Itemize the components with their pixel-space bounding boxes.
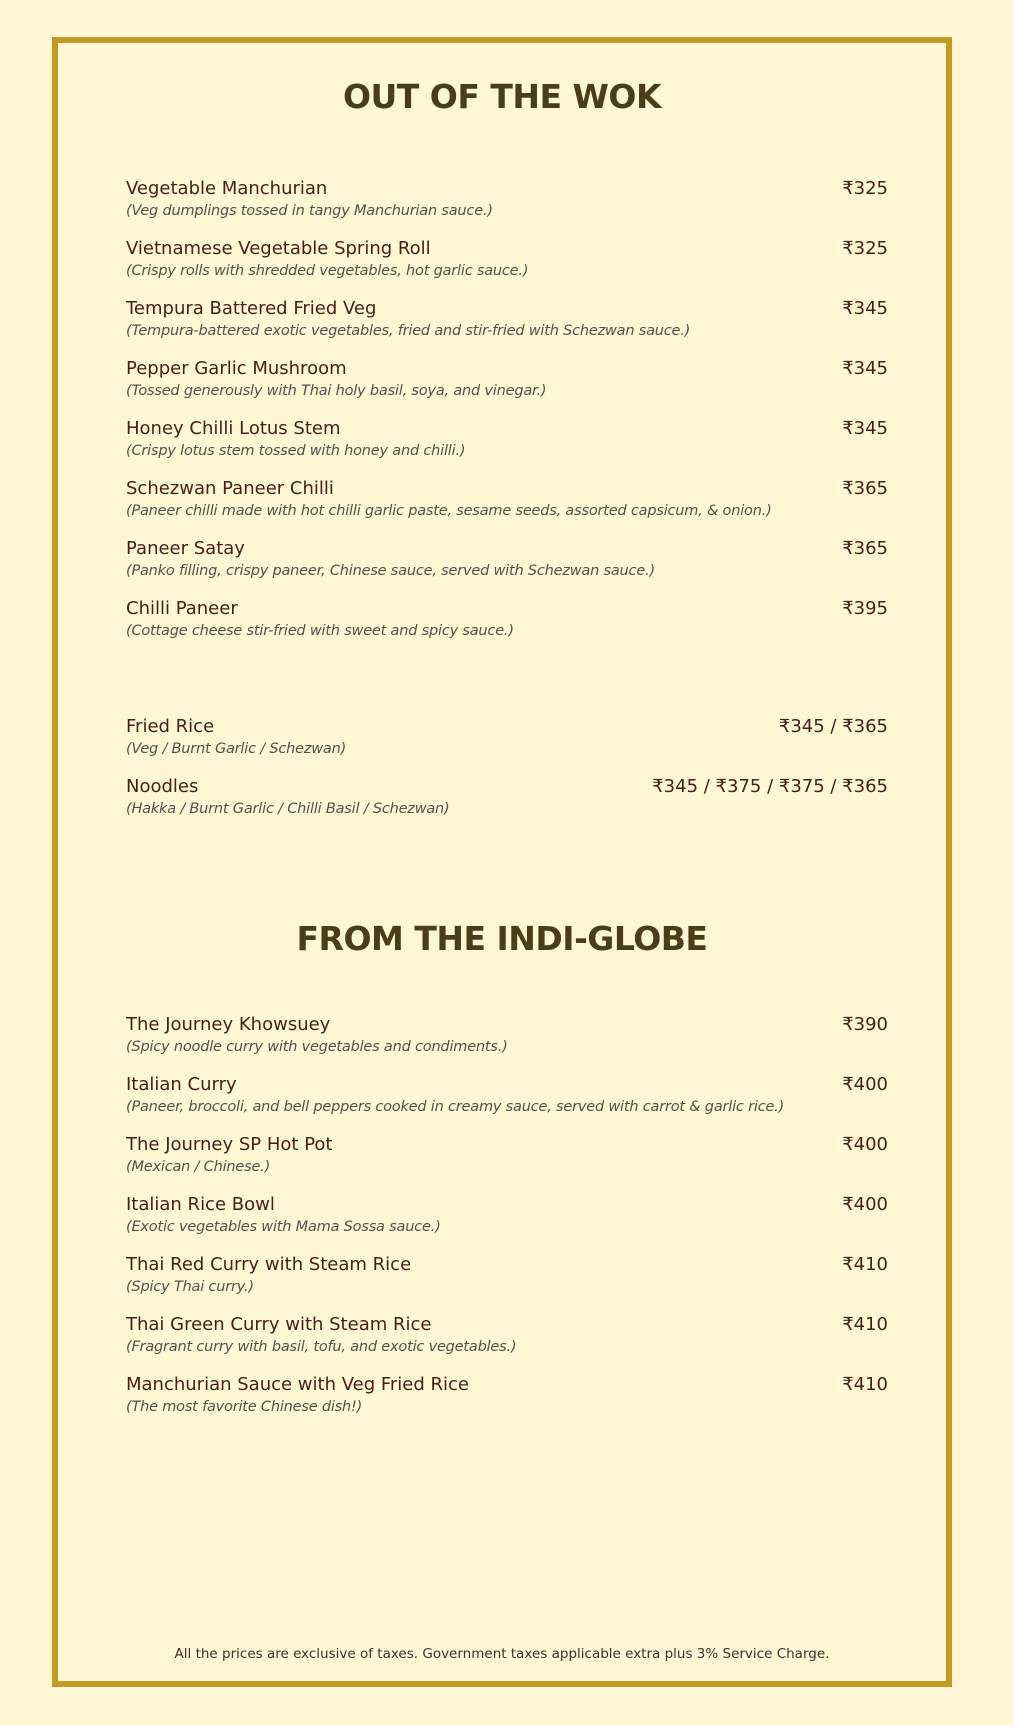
menu-item (126, 1253, 888, 1313)
menu-item-price: ₹390 (842, 1014, 888, 1035)
wok-starters-list (126, 177, 888, 657)
menu-item-name: Vegetable Manchurian (126, 178, 328, 199)
menu-item (126, 1013, 888, 1073)
menu-item-description: (Crispy rolls with shredded vegetables, hot garlic sauce.) (126, 263, 529, 279)
menu-item-price: ₹365 (842, 538, 888, 559)
menu-item-price: ₹345 / ₹365 (778, 716, 888, 737)
menu-item-price: ₹345 / ₹375 / ₹375 / ₹365 (652, 776, 888, 797)
menu-item-name: Honey Chilli Lotus Stem (126, 418, 341, 439)
menu-item-description: (Tossed generously with Thai holy basil, soya, and vinegar.) (126, 383, 547, 399)
menu-item-description: (Mexican / Chinese.) (126, 1159, 271, 1175)
menu-item-description: (The most favorite Chinese dish!) (126, 1399, 363, 1415)
menu-item-description: (Veg dumplings tossed in tangy Manchurian sauce.) (126, 203, 493, 219)
menu-item-description: (Veg / Burnt Garlic / Schezwan) (126, 741, 347, 757)
menu-item-price: ₹325 (842, 238, 888, 259)
menu-item-description: (Spicy Thai curry.) (126, 1279, 254, 1295)
menu-item-price: ₹395 (842, 598, 888, 619)
menu-item-description: (Paneer chilli made with hot chilli garlic paste, sesame seeds, assorted capsicum, & onion.) (126, 503, 772, 519)
menu-item (126, 357, 888, 417)
menu-item-name: Fried Rice (126, 716, 215, 737)
menu-item (126, 417, 888, 477)
menu-item (126, 237, 888, 297)
menu-item (126, 1073, 888, 1133)
menu-item-name: Chilli Paneer (126, 598, 238, 619)
menu-item-price: ₹410 (842, 1314, 888, 1335)
section-title-indi-globe: FROM THE INDI-GLOBE (296, 919, 708, 958)
menu-item (126, 177, 888, 237)
menu-item (126, 477, 888, 537)
menu-item-price: ₹400 (842, 1074, 888, 1095)
menu-item-name: Vietnamese Vegetable Spring Roll (126, 238, 431, 259)
menu-item-description: (Hakka / Burnt Garlic / Chilli Basil / Schezwan) (126, 801, 450, 817)
menu-item-name: Paneer Satay (126, 538, 245, 559)
menu-item-name: Thai Green Curry with Steam Rice (126, 1314, 432, 1335)
menu-item-description: (Cottage cheese stir-fried with sweet and spicy sauce.) (126, 623, 514, 639)
menu-item-name: The Journey SP Hot Pot (126, 1134, 333, 1155)
menu-item-description: (Panko filling, crispy paneer, Chinese sauce, served with Schezwan sauce.) (126, 563, 655, 579)
menu-item-price: ₹410 (842, 1374, 888, 1395)
menu-item-name: Tempura Battered Fried Veg (126, 298, 377, 319)
indi-globe-list (126, 1013, 888, 1433)
menu-item (126, 297, 888, 357)
menu-item-name: Thai Red Curry with Steam Rice (126, 1254, 412, 1275)
menu-item-price: ₹345 (842, 418, 888, 439)
menu-item-description: (Crispy lotus stem tossed with honey and chilli.) (126, 443, 466, 459)
menu-item-price: ₹400 (842, 1134, 888, 1155)
menu-item-name: Italian Rice Bowl (126, 1194, 275, 1215)
menu-item (126, 1313, 888, 1373)
menu-item-price: ₹400 (842, 1194, 888, 1215)
menu-item-name: Italian Curry (126, 1074, 237, 1095)
menu-item (126, 537, 888, 597)
menu-item-price: ₹410 (842, 1254, 888, 1275)
menu-item (126, 775, 888, 835)
menu-item-name: The Journey Khowsuey (126, 1014, 331, 1035)
menu-item-description: (Paneer, broccoli, and bell peppers cooked in creamy sauce, served with carrot & garlic rice.) (126, 1099, 785, 1115)
menu-item-name: Pepper Garlic Mushroom (126, 358, 347, 379)
menu-item-description: (Tempura-battered exotic vegetables, fried and stir-fried with Schezwan sauce.) (126, 323, 691, 339)
menu-item-price: ₹345 (842, 358, 888, 379)
wok-mains-list (126, 715, 888, 835)
section-title-wok: OUT OF THE WOK (342, 77, 662, 116)
menu-item-price: ₹325 (842, 178, 888, 199)
menu-item-description: (Exotic vegetables with Mama Sossa sauce.) (126, 1219, 441, 1235)
menu-item (126, 1193, 888, 1253)
menu-item-description: (Fragrant curry with basil, tofu, and exotic vegetables.) (126, 1339, 517, 1355)
menu-item-name: Manchurian Sauce with Veg Fried Rice (126, 1374, 469, 1395)
menu-item-name: Noodles (126, 776, 199, 797)
menu-item-price: ₹365 (842, 478, 888, 499)
menu-item (126, 715, 888, 775)
menu-item (126, 1133, 888, 1193)
menu-item-name: Schezwan Paneer Chilli (126, 478, 334, 499)
menu-item (126, 597, 888, 657)
menu-item-description: (Spicy noodle curry with vegetables and condiments.) (126, 1039, 508, 1055)
menu-frame (52, 37, 952, 1687)
tax-footnote: All the prices are exclusive of taxes. Government taxes applicable extra plus 3% Service Charge. (174, 1646, 830, 1662)
menu-item-price: ₹345 (842, 298, 888, 319)
menu-item (126, 1373, 888, 1433)
